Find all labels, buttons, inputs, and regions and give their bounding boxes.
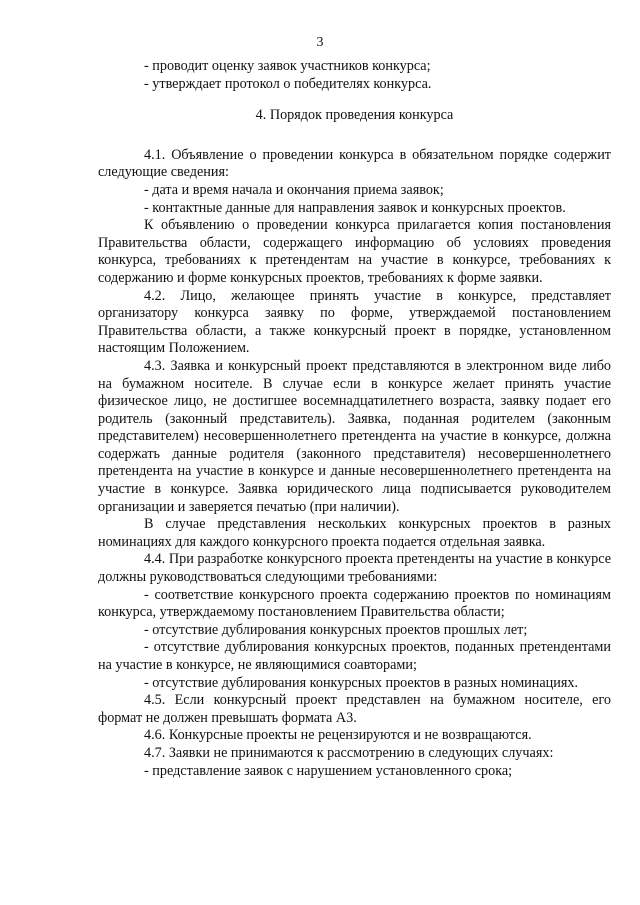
section-title: 4. Порядок проведения конкурса bbox=[255, 107, 454, 124]
list-item: - дата и время начала и окончания приема заявок; bbox=[144, 181, 444, 198]
list-item: - соответствие конкурсного проекта содержанию проектов по номинациям конкурса, утверждаемому постановлением Правительства области; bbox=[98, 586, 611, 621]
list-item: - контактные данные для направления заявок и конкурсных проектов. bbox=[144, 199, 566, 216]
paragraph-4-3: 4.3. Заявка и конкурсный проект представляются в электронном виде либо на бумажном носителе. В случае если в конкурсе желает принять участие физическое лицо, не достигшее восемнадцатилетнего возраста, заявку подает его родитель (законный представитель). Заявка, поданная родителем (законным представителем) несовершеннолетнего претендента на участие в конкурсе, должна содержать данные родителя (законного представителя) несовершеннолетнего претендента на участие в конкурсе и данные несовершеннолетнего претендента на участие в конкурсе. Заявка юридического лица подписывается руководителем организации и заверяется печатью (при наличии). bbox=[98, 357, 611, 515]
paragraph: К объявлению о проведении конкурса прилагается копия постановления Правительства области, содержащего информацию об условиях проведения конкурса, требованиях к претендентам на участие в конкурсе, требованиях к содержанию и форме конкурсных проектов, требованиях к форме заявки. bbox=[98, 217, 611, 286]
list-item: - представление заявок с нарушением установленного срока; bbox=[144, 762, 513, 779]
paragraph-4-5: 4.5. Если конкурсный проект представлен на бумажном носителе, его формат не должен превышать формата А3. bbox=[98, 692, 611, 726]
paragraph-4-6: 4.6. Конкурсные проекты не рецензируются и не возвращаются. bbox=[144, 727, 532, 744]
document-body bbox=[98, 58, 611, 780]
paragraph: В случае представления нескольких конкурсных проектов в разных номинациях для каждого конкурсного проекта подается отдельная заявка. bbox=[98, 516, 611, 550]
paragraph-4-7: 4.7. Заявки не принимаются к рассмотрению в следующих случаях: bbox=[144, 744, 554, 761]
list-item: - отсутствие дублирования конкурсных проектов в разных номинациях. bbox=[144, 674, 579, 691]
page-number: 3 bbox=[316, 35, 324, 50]
list-item: - отсутствие дублирования конкурсных проектов, поданных претендентами на участие в конкурсе, не являющимися соавторами; bbox=[98, 639, 611, 673]
list-item: - утверждает протокол о победителях конкурса. bbox=[144, 75, 432, 92]
list-item: - проводит оценку заявок участников конкурса; bbox=[144, 58, 431, 74]
paragraph-4-2: 4.2. Лицо, желающее принять участие в конкурсе, представляет организатору конкурса заявку по форме, утверждаемой постановлением Правительства области, а также конкурсный проект в порядке, установленном настоящим Положением. bbox=[98, 287, 611, 357]
paragraph-4-1: 4.1. Объявление о проведении конкурса в обязательном порядке содержит следующие сведения: bbox=[98, 146, 611, 181]
paragraph-4-4: 4.4. При разработке конкурсного проекта претенденты на участие в конкурсе должны руководствоваться следующими требованиями: bbox=[98, 551, 611, 586]
list-item: - отсутствие дублирования конкурсных проектов прошлых лет; bbox=[144, 621, 528, 638]
